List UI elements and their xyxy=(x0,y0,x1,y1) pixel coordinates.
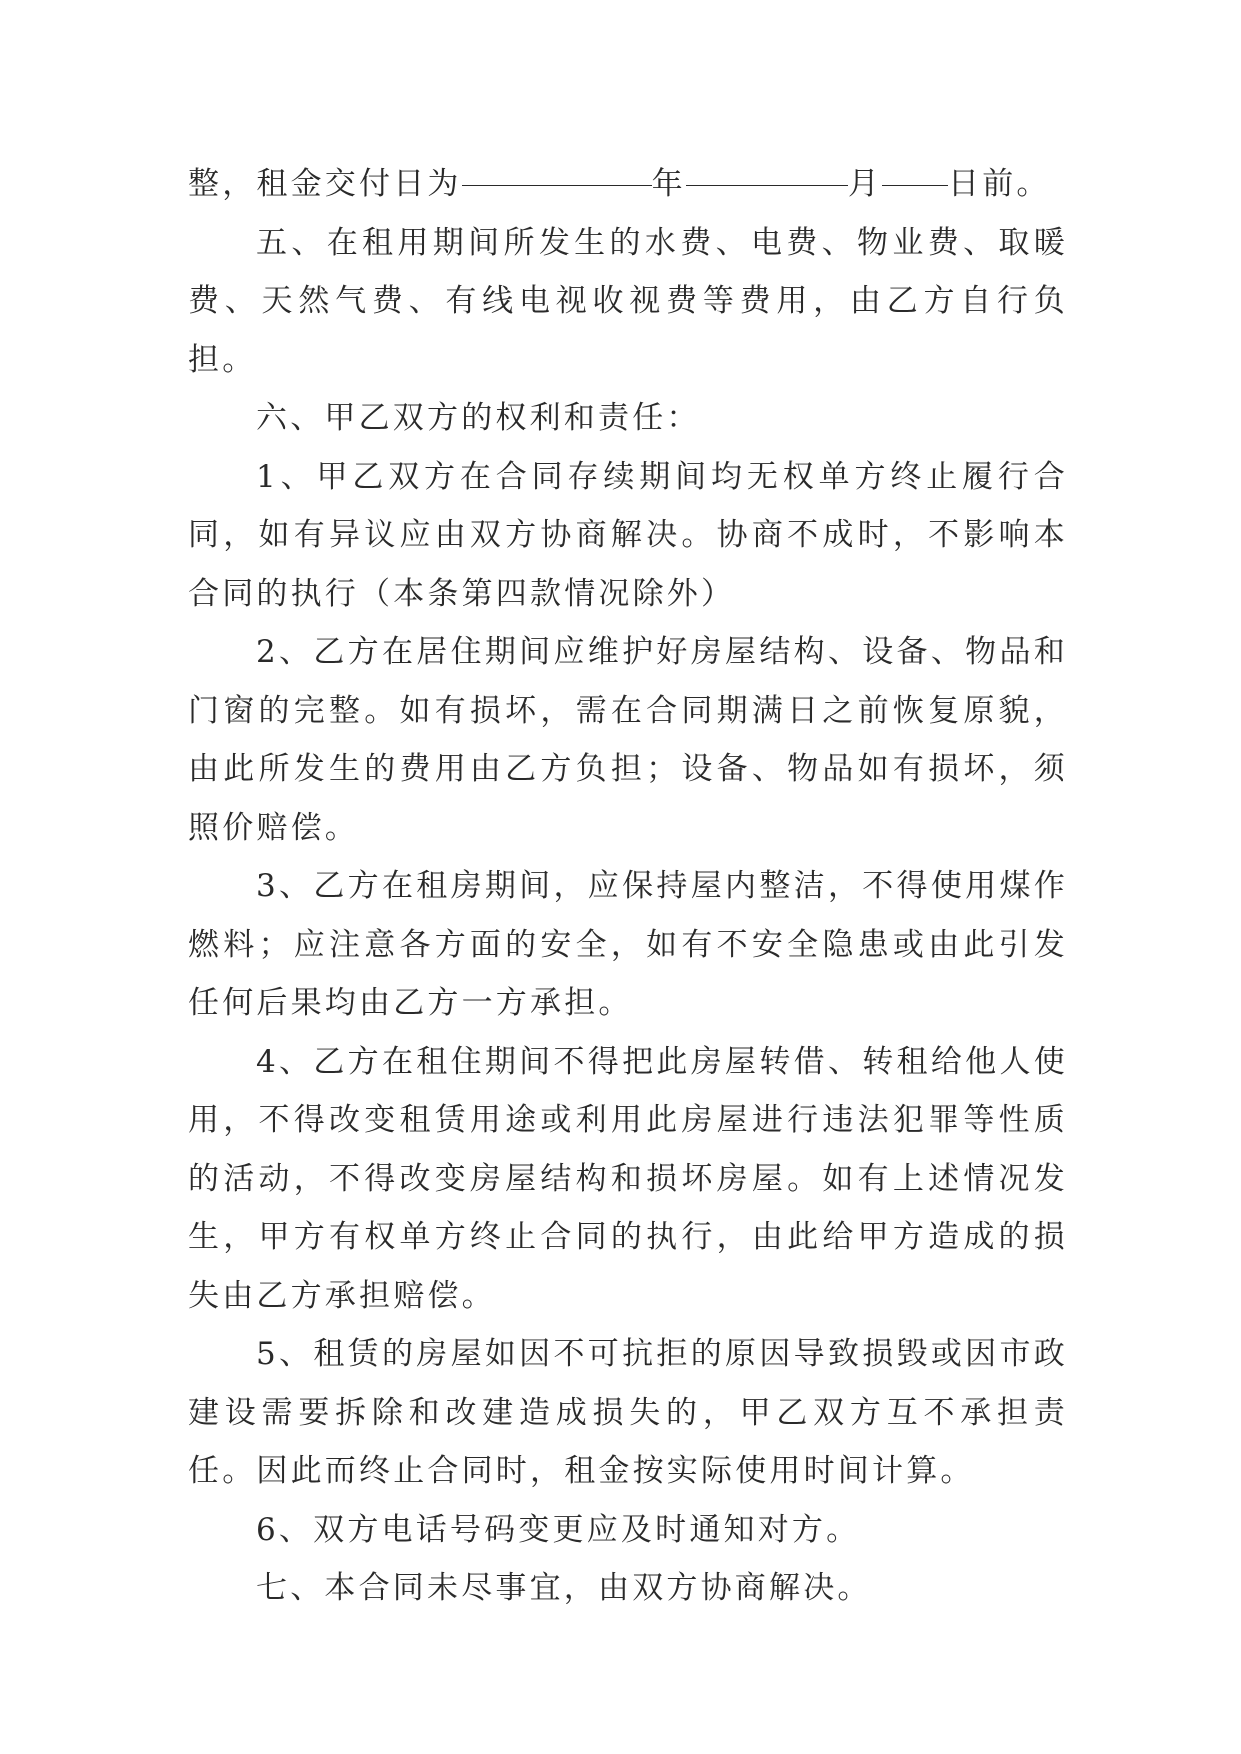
clause-6-item-4: 4、乙方在租住期间不得把此房屋转借、转租给他人使用，不得改变租赁用途或利用此房屋进行违法犯罪等性质的活动，不得改变房屋结构和损坏房屋。如有上述情况发生，甲方有权单方终止合同的执行，由此给甲方造成的损失由乙方承担赔偿。 xyxy=(188,1043,1068,1314)
clause-6-item-6: 6、双方电话号码变更应及时通知对方。 xyxy=(256,1511,861,1548)
month-blank xyxy=(686,184,848,186)
year-label: 年 xyxy=(651,166,686,202)
rent-line-prefix: 整，租金交付日为 xyxy=(188,166,462,202)
document-body xyxy=(188,155,1068,1618)
clause-6-item-1: 1、甲乙双方在合同存续期间均无权单方终止履行合同，如有异议应由双方协商解决。协商不成时，不影响本合同的执行（本条第四款情况除外） xyxy=(188,458,1068,612)
clause-7: 七、本合同未尽事宜，由双方协商解决。 xyxy=(256,1570,872,1606)
year-blank xyxy=(462,184,652,186)
rent-line-suffix: 日前。 xyxy=(948,166,1051,202)
day-blank xyxy=(882,184,948,186)
month-label: 月 xyxy=(847,166,883,202)
clause-6-item-2: 2、乙方在居住期间应维护好房屋结构、设备、物品和门窗的完整。如有损坏，需在合同期满日之前恢复原貌，由此所发生的费用由乙方负担；设备、物品如有损坏，须照价赔偿。 xyxy=(188,634,1068,846)
clause-6-item-5: 5、租赁的房屋如因不可抗拒的原因导致损毁或因市政建设需要拆除和改建造成损失的，甲乙双方互不承担责任。因此而终止合同时，租金按实际使用时间计算。 xyxy=(188,1336,1068,1489)
clause-6-item-3: 3、乙方在租房期间，应保持屋内整洁，不得使用煤作燃料；应注意各方面的安全，如有不安全隐患或由此引发任何后果均由乙方一方承担。 xyxy=(188,868,1068,1021)
clause-6-heading: 六、甲乙双方的权利和责任： xyxy=(256,400,701,436)
rent-payment-line xyxy=(188,155,1068,214)
clause-5-fees: 五、在租用期间所发生的水费、电费、物业费、取暖费、天然气费、有线电视收视费等费用，由乙方自行负担。 xyxy=(188,224,1068,378)
